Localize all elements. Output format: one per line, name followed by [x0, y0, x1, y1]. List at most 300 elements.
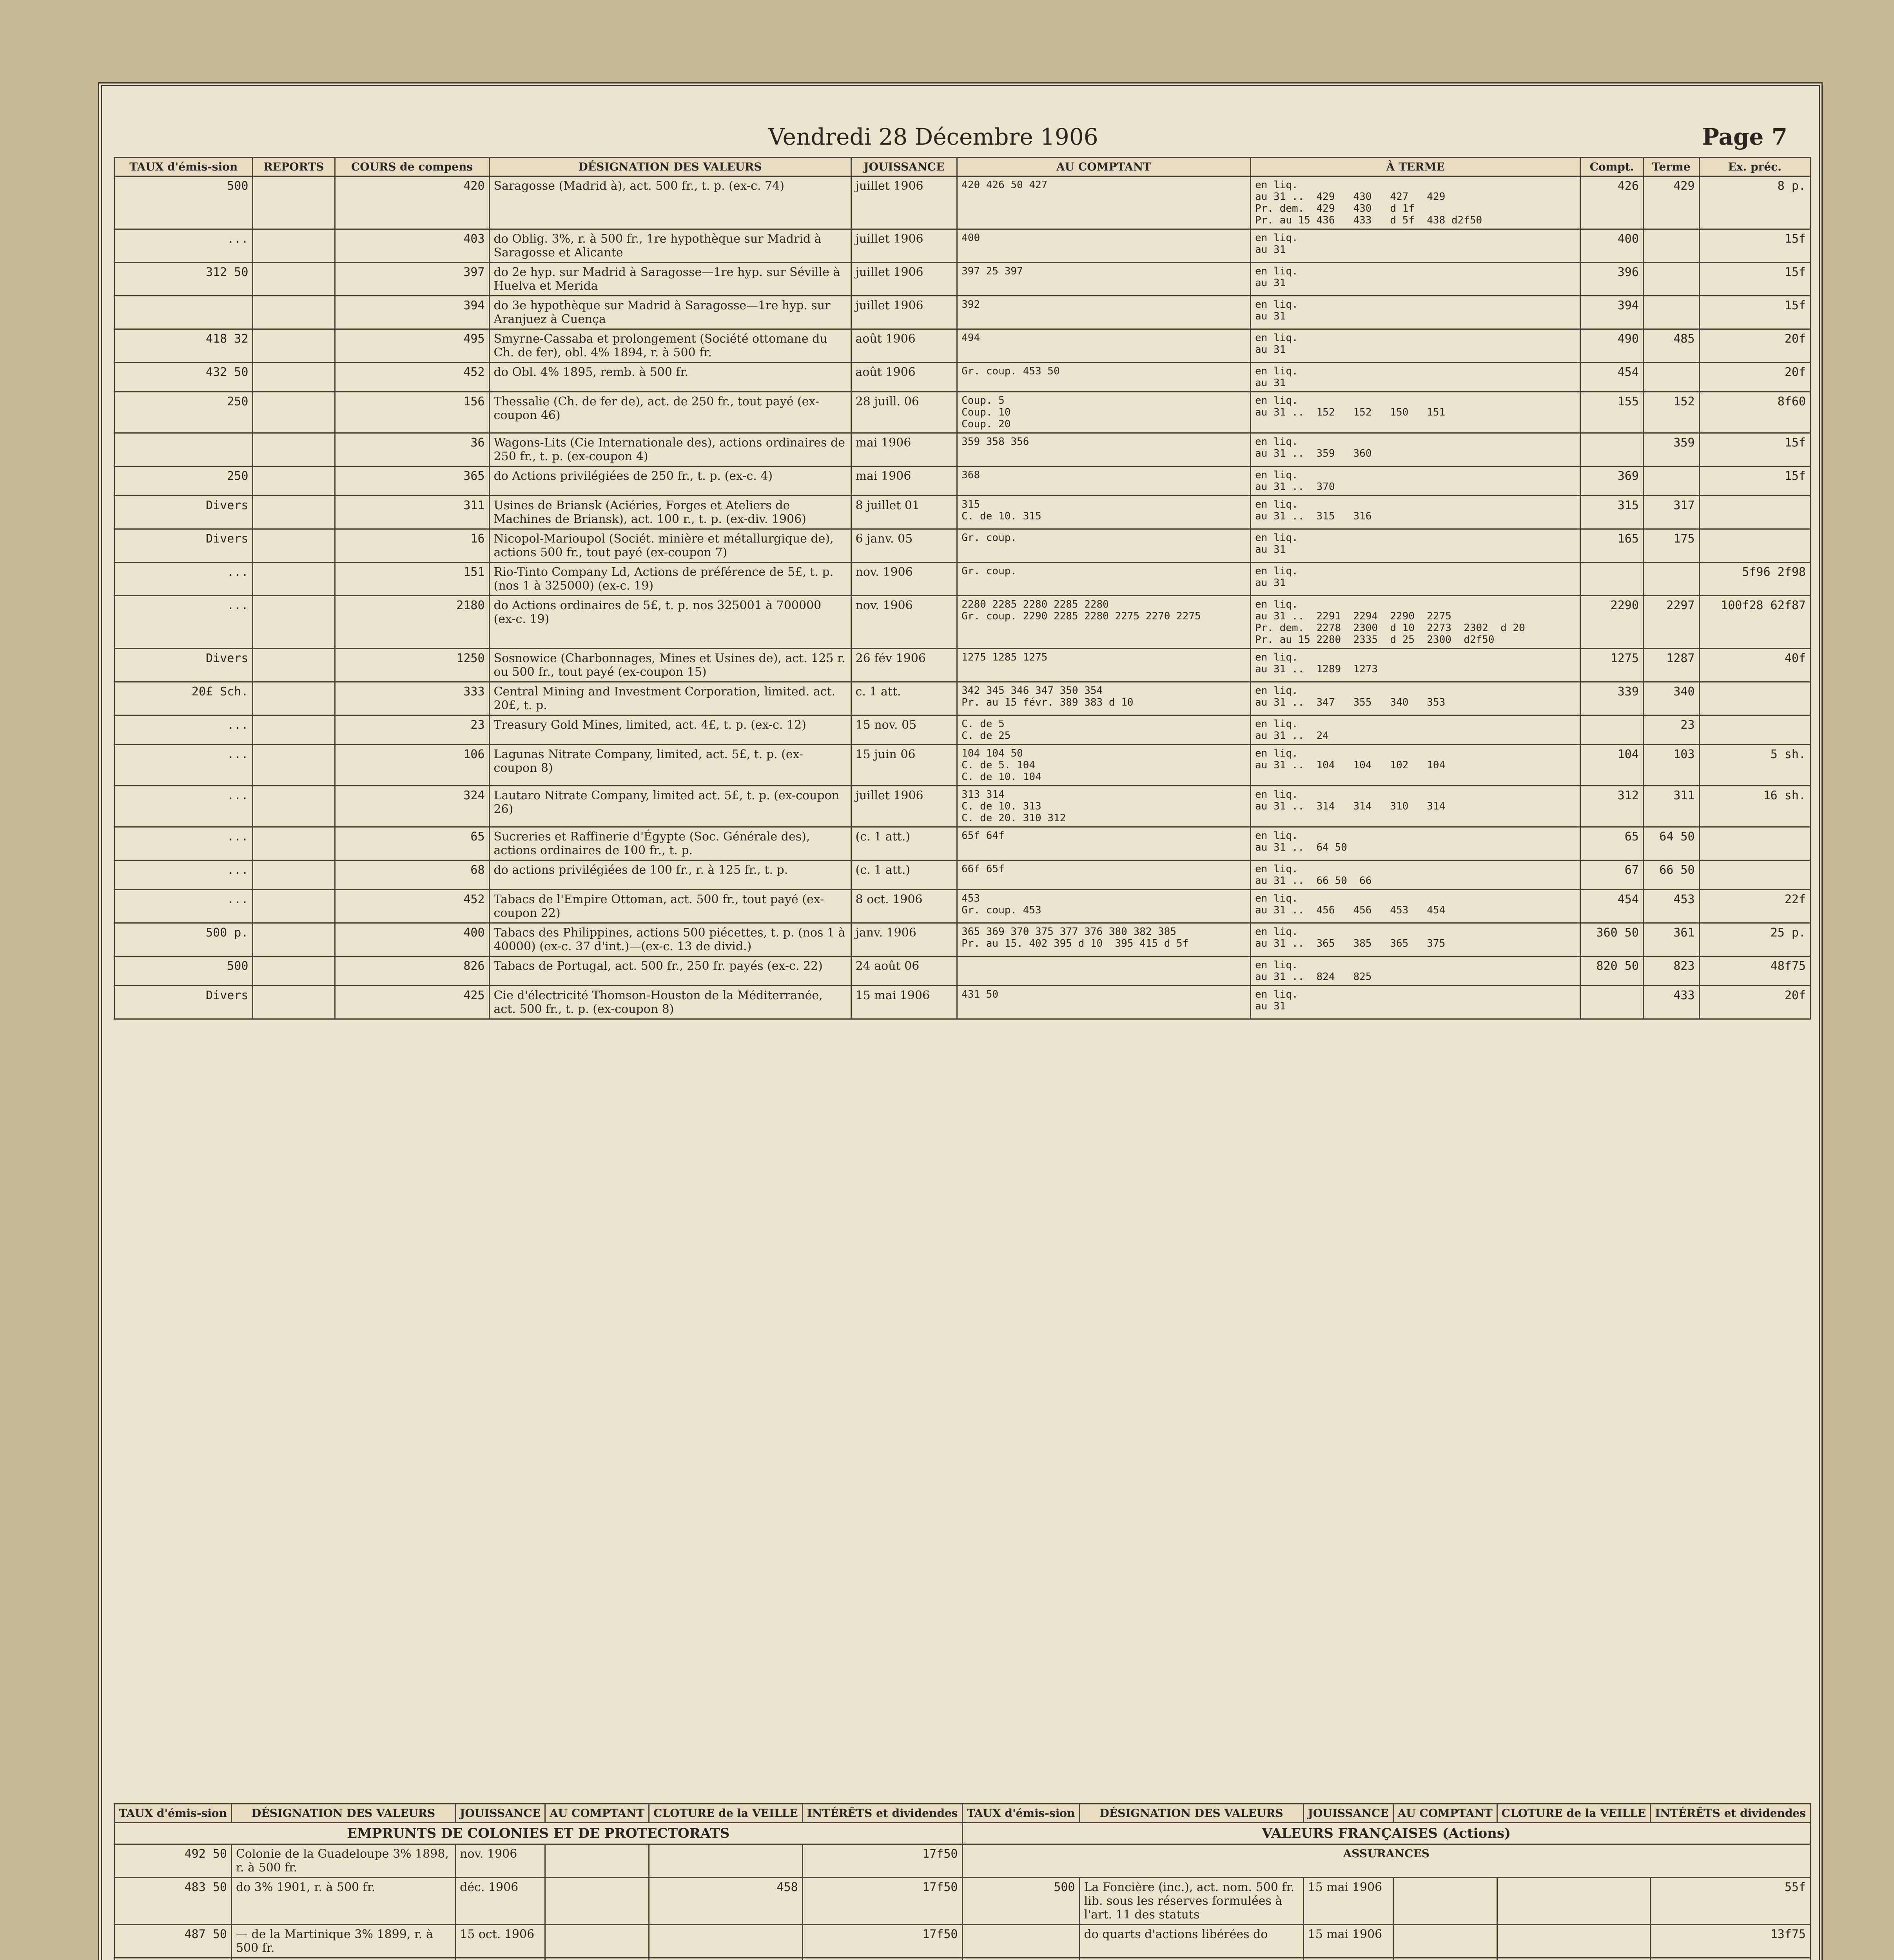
cours-cell: 151 [335, 563, 489, 596]
reports-cell [253, 229, 335, 263]
taux-cell: Divers [114, 529, 253, 563]
left-jouissance-cell [455, 1958, 545, 1960]
taux-cell: ... [114, 715, 253, 745]
table-row [114, 433, 1811, 466]
taux-cell: 432 50 [114, 363, 253, 392]
jouissance-cell: juillet 1906 [851, 296, 957, 329]
cloture-compt-cell: 426 [1580, 176, 1644, 229]
cloture-compt-cell: 820 50 [1580, 956, 1644, 986]
page-date: Vendredi 28 Décembre 1906 [768, 123, 1098, 150]
designation-cell: do Actions ordinaires de 5£, t. p. nos 325001 à 700000 (ex-c. 19) [489, 596, 851, 649]
reports-cell [253, 715, 335, 745]
comptant-cell: C. de 5 C. de 25 [957, 715, 1251, 745]
table-row [114, 229, 1811, 263]
br-col-comptant: AU COMPTANT [1393, 1804, 1497, 1823]
terme-cell: en liq. au 31 .. 456 456 453 454 [1250, 890, 1580, 923]
comptant-cell: 342 345 346 347 350 354 Pr. au 15 févr. 389 383 d 10 [957, 682, 1251, 715]
designation-cell: Lautaro Nitrate Company, limited act. 5£, t. p. (ex-coupon 26) [489, 786, 851, 827]
interets-cell: 15f [1699, 433, 1810, 466]
col-designation: DÉSIGNATION DES VALEURS [489, 158, 851, 176]
cloture-compt-cell [1580, 715, 1644, 745]
jouissance-cell: 6 janv. 05 [851, 529, 957, 563]
designation-cell: do 3e hypothèque sur Madrid à Saragosse—1re hyp. sur Aranjuez à Cuença [489, 296, 851, 329]
jouissance-cell: juillet 1906 [851, 176, 957, 229]
taux-cell: ... [114, 229, 253, 263]
interets-cell: 15f [1699, 229, 1810, 263]
jouissance-cell: juillet 1906 [851, 786, 957, 827]
col-a-terme: À TERME [1250, 158, 1580, 176]
table-row [114, 890, 1811, 923]
cloture-compt-cell [1580, 433, 1644, 466]
cours-cell: 311 [335, 496, 489, 529]
reports-cell [253, 827, 335, 860]
cloture-compt-cell [1580, 986, 1644, 1019]
cloture-compt-cell: 65 [1580, 827, 1644, 860]
cours-cell: 16 [335, 529, 489, 563]
terme-cell: en liq. au 31 [1250, 363, 1580, 392]
reports-cell [253, 596, 335, 649]
interets-cell [1699, 529, 1810, 563]
left-jouissance-cell: nov. 1906 [455, 1844, 545, 1878]
taux-cell: Divers [114, 496, 253, 529]
terme-cell: en liq. au 31 .. 104 104 102 104 [1250, 745, 1580, 786]
interets-cell: 15f [1699, 466, 1810, 496]
table-row [114, 745, 1811, 786]
cloture-terme-cell: 361 [1643, 923, 1699, 956]
right-section-subtitle: ASSURANCES [962, 1844, 1811, 1878]
terme-cell: en liq. au 31 .. 429 430 427 429 Pr. dem. 429 430 d 1f Pr. au 15 436 433 d 5f 438 d2f50 [1250, 176, 1580, 229]
jouissance-cell: 8 juillet 01 [851, 496, 957, 529]
col-cours: COURS de compens [335, 158, 489, 176]
cloture-terme-cell: 175 [1643, 529, 1699, 563]
table-row [114, 956, 1811, 986]
cours-cell: 826 [335, 956, 489, 986]
right-section-title: VALEURS FRANÇAISES (Actions) [962, 1823, 1811, 1844]
interets-cell: 16 sh. [1699, 786, 1810, 827]
taux-cell: 500 [114, 176, 253, 229]
cours-cell: 68 [335, 860, 489, 890]
table-row [114, 329, 1811, 363]
terme-cell: en liq. au 31 .. 347 355 340 353 [1250, 682, 1580, 715]
bottom-quotes-body [114, 1823, 1811, 1960]
cloture-compt-cell: 155 [1580, 392, 1644, 433]
top-quotes-table [114, 157, 1811, 1020]
taux-cell: 312 50 [114, 263, 253, 296]
cours-cell: 2180 [335, 596, 489, 649]
cloture-compt-cell: 369 [1580, 466, 1644, 496]
comptant-cell: 368 [957, 466, 1251, 496]
terme-cell: en liq. au 31 [1250, 529, 1580, 563]
table-row [114, 1925, 1811, 1958]
left-taux-cell: 487 50 [114, 1925, 232, 1958]
bottom-quotes-table [114, 1803, 1811, 1960]
cours-cell: 156 [335, 392, 489, 433]
left-designation-cell [231, 1958, 455, 1960]
comptant-cell: Gr. coup. [957, 529, 1251, 563]
left-interets-cell [802, 1958, 962, 1960]
taux-cell: ... [114, 563, 253, 596]
table-row [114, 827, 1811, 860]
left-taux-cell: 492 50 [114, 1844, 232, 1878]
reports-cell [253, 496, 335, 529]
table-row [114, 860, 1811, 890]
interets-cell: 8f60 [1699, 392, 1810, 433]
reports-cell [253, 956, 335, 986]
jouissance-cell: juillet 1906 [851, 263, 957, 296]
left-comptant-cell [545, 1878, 649, 1925]
right-taux-cell: 500 [962, 1878, 1079, 1925]
jouissance-cell: 8 oct. 1906 [851, 890, 957, 923]
interets-cell: 20f [1699, 329, 1810, 363]
left-section-title: EMPRUNTS DE COLONIES ET DE PROTECTORATS [114, 1823, 963, 1844]
comptant-cell: 104 104 50 C. de 5. 104 C. de 10. 104 [957, 745, 1251, 786]
taux-cell [114, 433, 253, 466]
right-interets-cell [1651, 1958, 1811, 1960]
cours-cell: 452 [335, 890, 489, 923]
table-row [114, 563, 1811, 596]
taux-cell: Divers [114, 986, 253, 1019]
left-comptant-cell [545, 1958, 649, 1960]
designation-cell: Treasury Gold Mines, limited, act. 4£, t. p. (ex-c. 12) [489, 715, 851, 745]
right-taux-cell [962, 1958, 1079, 1960]
designation-cell: do Oblig. 3%, r. à 500 fr., 1re hypothèque sur Madrid à Saragosse et Alicante [489, 229, 851, 263]
right-jouissance-cell [1303, 1958, 1393, 1960]
terme-cell: en liq. au 31 .. 24 [1250, 715, 1580, 745]
interets-cell: 40f [1699, 649, 1810, 682]
cloture-compt-cell: 394 [1580, 296, 1644, 329]
cloture-compt-cell: 339 [1580, 682, 1644, 715]
taux-cell [114, 296, 253, 329]
cloture-compt-cell: 104 [1580, 745, 1644, 786]
designation-cell: do 2e hyp. sur Madrid à Saragosse—1re hyp. sur Séville à Huelva et Merida [489, 263, 851, 296]
cours-cell: 65 [335, 827, 489, 860]
terme-cell: en liq. au 31 [1250, 229, 1580, 263]
interets-cell: 20f [1699, 363, 1810, 392]
col-reports: REPORTS [253, 158, 335, 176]
comptant-cell: 2280 2285 2280 2285 2280 Gr. coup. 2290 2285 2280 2275 2270 2275 [957, 596, 1251, 649]
taux-cell: ... [114, 890, 253, 923]
comptant-cell [957, 956, 1251, 986]
right-comptant-cell [1393, 1878, 1497, 1925]
taux-cell: ... [114, 860, 253, 890]
designation-cell: Tabacs de l'Empire Ottoman, act. 500 fr., tout payé (ex-coupon 22) [489, 890, 851, 923]
reports-cell [253, 860, 335, 890]
cloture-terme-cell: 103 [1643, 745, 1699, 786]
jouissance-cell: août 1906 [851, 363, 957, 392]
reports-cell [253, 529, 335, 563]
right-taux-cell [962, 1925, 1079, 1958]
right-interets-cell: 13f75 [1651, 1925, 1811, 1958]
terme-cell: en liq. au 31 .. 314 314 310 314 [1250, 786, 1580, 827]
terme-cell: en liq. au 31 .. 66 50 66 [1250, 860, 1580, 890]
left-cloture-cell [649, 1844, 803, 1878]
table-row [114, 1844, 1811, 1878]
table-row [114, 786, 1811, 827]
jouissance-cell: janv. 1906 [851, 923, 957, 956]
br-col-jouissance: JOUISSANCE [1303, 1804, 1393, 1823]
comptant-cell: Coup. 5 Coup. 10 Coup. 20 [957, 392, 1251, 433]
cours-cell: 420 [335, 176, 489, 229]
jouissance-cell: juillet 1906 [851, 229, 957, 263]
cloture-terme-cell: 433 [1643, 986, 1699, 1019]
designation-cell: Usines de Briansk (Aciéries, Forges et Ateliers de Machines de Briansk), act. 100 r., t. p. (ex-div. 1906) [489, 496, 851, 529]
cours-cell: 36 [335, 433, 489, 466]
col-jouissance: JOUISSANCE [851, 158, 957, 176]
table-row [114, 529, 1811, 563]
interets-cell [1699, 827, 1810, 860]
right-designation-cell: La Foncière (inc.), act. nom. 500 fr. lib. sous les réserves formulées à l'art. 11 des statuts [1079, 1878, 1303, 1925]
col-au-comptant: AU COMPTANT [957, 158, 1251, 176]
left-designation-cell: — de la Martinique 3% 1899, r. à 500 fr. [231, 1925, 455, 1958]
left-taux-cell [114, 1958, 232, 1960]
comptant-cell: 359 358 356 [957, 433, 1251, 466]
designation-cell: Thessalie (Ch. de fer de), act. de 250 fr., tout payé (ex-coupon 46) [489, 392, 851, 433]
bl-col-interets: INTÉRÊTS et dividendes [802, 1804, 962, 1823]
taux-cell: 418 32 [114, 329, 253, 363]
cloture-compt-cell: 454 [1580, 890, 1644, 923]
table-row [114, 176, 1811, 229]
right-jouissance-cell: 15 mai 1906 [1303, 1878, 1393, 1925]
interets-cell: 8 p. [1699, 176, 1810, 229]
terme-cell: en liq. au 31 .. 1289 1273 [1250, 649, 1580, 682]
jouissance-cell: 15 mai 1906 [851, 986, 957, 1019]
designation-cell: Nicopol-Marioupol (Sociét. minière et métallurgique de), actions 500 fr., tout payé (ex-coupon 7) [489, 529, 851, 563]
comptant-cell: Gr. coup. [957, 563, 1251, 596]
cloture-terme-cell: 311 [1643, 786, 1699, 827]
comptant-cell: 365 369 370 375 377 376 380 382 385 Pr. au 15. 402 395 d 10 395 415 d 5f [957, 923, 1251, 956]
interets-cell [1699, 715, 1810, 745]
cours-cell: 394 [335, 296, 489, 329]
reports-cell [253, 363, 335, 392]
left-jouissance-cell: déc. 1906 [455, 1878, 545, 1925]
interets-cell: 25 p. [1699, 923, 1810, 956]
cours-cell: 1250 [335, 649, 489, 682]
table-row [114, 263, 1811, 296]
cloture-compt-cell: 396 [1580, 263, 1644, 296]
top-quotes-body [114, 176, 1811, 1019]
reports-cell [253, 786, 335, 827]
table-row [114, 923, 1811, 956]
jouissance-cell: 26 fév 1906 [851, 649, 957, 682]
comptant-cell: 313 314 C. de 10. 313 C. de 20. 310 312 [957, 786, 1251, 827]
jouissance-cell: nov. 1906 [851, 563, 957, 596]
reports-cell [253, 176, 335, 229]
cloture-compt-cell: 312 [1580, 786, 1644, 827]
taux-cell: ... [114, 596, 253, 649]
right-designation-cell [1079, 1958, 1303, 1960]
left-interets-cell: 17f50 [802, 1878, 962, 1925]
table-row [114, 496, 1811, 529]
table-row [114, 682, 1811, 715]
comptant-cell: Gr. coup. 453 50 [957, 363, 1251, 392]
right-cloture-cell [1497, 1925, 1651, 1958]
comptant-cell: 1275 1285 1275 [957, 649, 1251, 682]
interets-cell: 15f [1699, 263, 1810, 296]
interets-cell: 15f [1699, 296, 1810, 329]
terme-cell: en liq. au 31 [1250, 986, 1580, 1019]
cloture-compt-cell: 165 [1580, 529, 1644, 563]
cloture-terme-cell: 64 50 [1643, 827, 1699, 860]
reports-cell [253, 563, 335, 596]
terme-cell: en liq. au 31 .. 365 385 365 375 [1250, 923, 1580, 956]
jouissance-cell: (c. 1 att.) [851, 860, 957, 890]
terme-cell: en liq. au 31 .. 824 825 [1250, 956, 1580, 986]
jouissance-cell: (c. 1 att.) [851, 827, 957, 860]
cours-cell: 333 [335, 682, 489, 715]
table-row [114, 363, 1811, 392]
cours-cell: 495 [335, 329, 489, 363]
left-interets-cell: 17f50 [802, 1844, 962, 1878]
cloture-terme-cell: 340 [1643, 682, 1699, 715]
taux-cell: ... [114, 745, 253, 786]
jouissance-cell: 15 nov. 05 [851, 715, 957, 745]
designation-cell: Rio-Tinto Company Ld, Actions de préférence de 5£, t. p. (nos 1 à 325000) (ex-c. 19) [489, 563, 851, 596]
table-row [114, 715, 1811, 745]
reports-cell [253, 433, 335, 466]
designation-cell: do actions privilégiées de 100 fr., r. à 125 fr., t. p. [489, 860, 851, 890]
col-taux: TAUX d'émis-sion [114, 158, 253, 176]
table-row [114, 1823, 1811, 1844]
cloture-terme-cell: 2297 [1643, 596, 1699, 649]
table-row [114, 392, 1811, 433]
cloture-terme-cell [1643, 296, 1699, 329]
left-cloture-cell [649, 1925, 803, 1958]
right-jouissance-cell: 15 mai 1906 [1303, 1925, 1393, 1958]
interets-cell: 100f28 62f87 [1699, 596, 1810, 649]
reports-cell [253, 392, 335, 433]
cours-cell: 400 [335, 923, 489, 956]
left-designation-cell: Colonie de la Guadeloupe 3% 1898, r. à 500 fr. [231, 1844, 455, 1878]
cloture-compt-cell: 315 [1580, 496, 1644, 529]
comptant-cell: 420 426 50 427 [957, 176, 1251, 229]
designation-cell: Central Mining and Investment Corporation, limited. act. 20£, t. p. [489, 682, 851, 715]
terme-cell: en liq. au 31 .. 370 [1250, 466, 1580, 496]
left-jouissance-cell: 15 oct. 1906 [455, 1925, 545, 1958]
col-ex-prec: Ex. préc. [1699, 158, 1810, 176]
comptant-cell: 392 [957, 296, 1251, 329]
terme-cell: en liq. au 31 .. 315 316 [1250, 496, 1580, 529]
cloture-terme-cell: 453 [1643, 890, 1699, 923]
reports-cell [253, 296, 335, 329]
designation-cell: Sosnowice (Charbonnages, Mines et Usines de), act. 125 r. ou 500 fr., tout payé (ex-coupon 15) [489, 649, 851, 682]
cloture-terme-cell: 485 [1643, 329, 1699, 363]
cours-cell: 397 [335, 263, 489, 296]
right-comptant-cell [1393, 1925, 1497, 1958]
designation-cell: Tabacs des Philippines, actions 500 piécettes, t. p. (nos 1 à 40000) (ex-c. 37 d'int.)—(ex-c. 13 de divid.) [489, 923, 851, 956]
col-terme: Terme [1643, 158, 1699, 176]
designation-cell: Lagunas Nitrate Company, limited, act. 5£, t. p. (ex-coupon 8) [489, 745, 851, 786]
interets-cell: 20f [1699, 986, 1810, 1019]
cloture-compt-cell [1580, 563, 1644, 596]
comptant-cell: 453 Gr. coup. 453 [957, 890, 1251, 923]
br-col-interets: INTÉRÊTS et dividendes [1651, 1804, 1811, 1823]
right-cloture-cell [1497, 1958, 1651, 1960]
col-compt: Compt. [1580, 158, 1644, 176]
jouissance-cell: c. 1 att. [851, 682, 957, 715]
right-cloture-cell [1497, 1878, 1651, 1925]
reports-cell [253, 649, 335, 682]
cloture-terme-cell: 429 [1643, 176, 1699, 229]
reports-cell [253, 745, 335, 786]
terme-cell: en liq. au 31 [1250, 296, 1580, 329]
right-interets-cell: 55f [1651, 1878, 1811, 1925]
left-cloture-cell [649, 1958, 803, 1960]
cours-cell: 425 [335, 986, 489, 1019]
bl-col-designation: DÉSIGNATION DES VALEURS [231, 1804, 455, 1823]
br-col-taux: TAUX d'émis-sion [962, 1804, 1079, 1823]
comptant-cell: 65f 64f [957, 827, 1251, 860]
cours-cell: 403 [335, 229, 489, 263]
cloture-compt-cell: 67 [1580, 860, 1644, 890]
bl-col-cloture: CLOTURE de la VEILLE [649, 1804, 803, 1823]
cloture-terme-cell [1643, 263, 1699, 296]
reports-cell [253, 923, 335, 956]
cloture-compt-cell: 454 [1580, 363, 1644, 392]
right-designation-cell: do quarts d'actions libérées do [1079, 1925, 1303, 1958]
designation-cell: do Obl. 4% 1895, remb. à 500 fr. [489, 363, 851, 392]
terme-cell: en liq. au 31 .. 64 50 [1250, 827, 1580, 860]
br-col-designation: DÉSIGNATION DES VALEURS [1079, 1804, 1303, 1823]
cloture-compt-cell: 2290 [1580, 596, 1644, 649]
comptant-cell: 315 C. de 10. 315 [957, 496, 1251, 529]
cours-cell: 23 [335, 715, 489, 745]
terme-cell: en liq. au 31 [1250, 329, 1580, 363]
bl-col-comptant: AU COMPTANT [545, 1804, 649, 1823]
comptant-cell: 494 [957, 329, 1251, 363]
reports-cell [253, 890, 335, 923]
cloture-terme-cell: 1287 [1643, 649, 1699, 682]
left-cloture-cell: 458 [649, 1878, 803, 1925]
taux-cell: ... [114, 827, 253, 860]
cloture-compt-cell: 1275 [1580, 649, 1644, 682]
cloture-terme-cell [1643, 563, 1699, 596]
designation-cell: Sucreries et Raffinerie d'Égypte (Soc. Générale des), actions ordinaires de 100 fr., t. p. [489, 827, 851, 860]
cloture-terme-cell: 359 [1643, 433, 1699, 466]
jouissance-cell: août 1906 [851, 329, 957, 363]
table-row [114, 466, 1811, 496]
taux-cell: 500 p. [114, 923, 253, 956]
taux-cell: 250 [114, 392, 253, 433]
terme-cell: en liq. au 31 .. 2291 2294 2290 2275 Pr. dem. 2278 2300 d 10 2273 2302 d 20 Pr. au 15 2280 2335 d 25 2300 d2f50 [1250, 596, 1580, 649]
cours-cell: 452 [335, 363, 489, 392]
comptant-cell: 66f 65f [957, 860, 1251, 890]
designation-cell: Smyrne-Cassaba et prolongement (Société ottomane du Ch. de fer), obl. 4% 1894, r. à 500 fr. [489, 329, 851, 363]
designation-cell: Saragosse (Madrid à), act. 500 fr., t. p. (ex-c. 74) [489, 176, 851, 229]
reports-cell [253, 682, 335, 715]
left-comptant-cell [545, 1925, 649, 1958]
cloture-compt-cell: 490 [1580, 329, 1644, 363]
table-row [114, 296, 1811, 329]
bl-col-jouissance: JOUISSANCE [455, 1804, 545, 1823]
cours-cell: 324 [335, 786, 489, 827]
cloture-terme-cell: 317 [1643, 496, 1699, 529]
cours-cell: 365 [335, 466, 489, 496]
cloture-compt-cell: 400 [1580, 229, 1644, 263]
cloture-terme-cell: 152 [1643, 392, 1699, 433]
br-col-cloture: CLOTURE de la VEILLE [1497, 1804, 1651, 1823]
jouissance-cell: nov. 1906 [851, 596, 957, 649]
reports-cell [253, 986, 335, 1019]
jouissance-cell: 28 juill. 06 [851, 392, 957, 433]
interets-cell [1699, 860, 1810, 890]
left-designation-cell: do 3% 1901, r. à 500 fr. [231, 1878, 455, 1925]
interets-cell [1699, 682, 1810, 715]
cloture-terme-cell [1643, 229, 1699, 263]
left-taux-cell: 483 50 [114, 1878, 232, 1925]
terme-cell: en liq. au 31 .. 359 360 [1250, 433, 1580, 466]
taux-cell: 250 [114, 466, 253, 496]
bl-col-taux: TAUX d'émis-sion [114, 1804, 232, 1823]
